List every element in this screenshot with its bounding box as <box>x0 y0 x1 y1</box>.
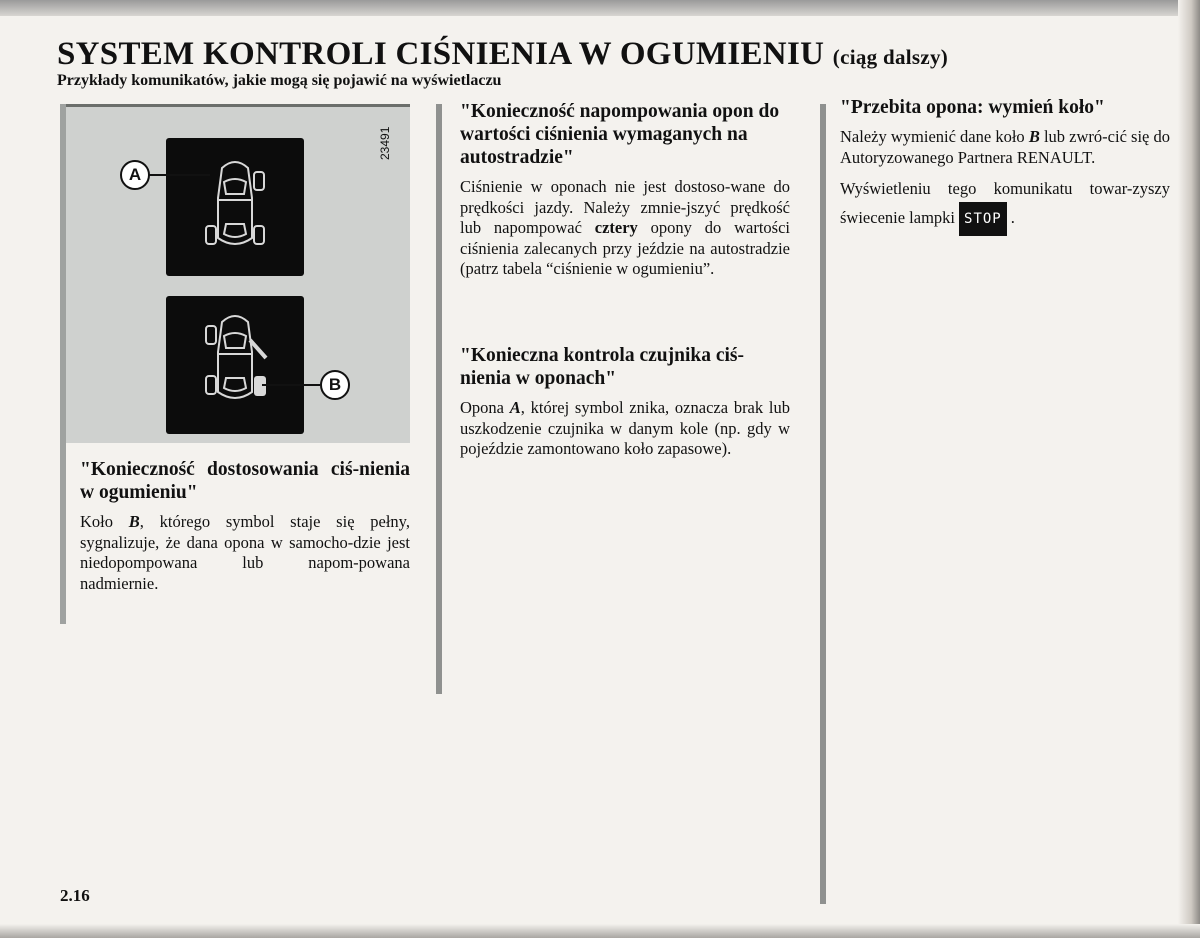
body-text: lub zwró-cić się do Autoryzowanego Partnera RENAULT. <box>840 127 1170 167</box>
section-puncture <box>840 96 1170 236</box>
body-text: . <box>1010 207 1015 227</box>
page-title-suffix: (ciąg dalszy) <box>832 45 949 69</box>
section-heading: "Konieczna kontrola czujnika ciś-nienia w oponach" <box>460 345 745 389</box>
emphasis-text: cztery <box>594 218 638 237</box>
section-body <box>460 177 790 280</box>
section-heading: "Konieczność napompowania opon do wartości ciśnienia wymaganych na autostradzie" <box>460 101 780 168</box>
column-rule-middle <box>436 104 442 694</box>
section-heading: "Konieczność dostosowania ciś-nienia w ogumieniu" <box>80 459 410 503</box>
car-tyre-underinflated-icon <box>166 296 304 434</box>
body-text: opony do wartości ciśnienia zalecanych przy jeździe na autostradzie (patrz tabela “ciśnienie w ogumieniu”. <box>460 218 790 278</box>
section-body-2 <box>840 176 1170 236</box>
stop-warning-lamp-icon: STOP <box>959 202 1007 236</box>
scan-right-edge <box>1178 0 1200 938</box>
page-number: 2.16 <box>60 886 90 905</box>
section-heading: "Przebita opona: wymień koło" <box>840 97 1105 118</box>
body-text: Wyświetleniu tego komunikatu towar-zyszy świecenie lampki <box>840 179 1170 227</box>
callout-b-leader <box>262 384 320 386</box>
wheel-letter: B <box>1028 127 1040 146</box>
section-motorway-pressure <box>460 100 790 280</box>
column-rule-left <box>60 104 66 624</box>
callout-a-leader <box>148 174 210 176</box>
body-text: Ciśnienie w oponach nie jest dostoso-wane do prędkości jazdy. Należy zmnie-jszyć prędkość lub napompować <box>460 177 790 237</box>
body-text: Należy wymienić dane koło <box>840 127 1029 146</box>
section-body <box>460 398 790 460</box>
figure-reference-number: 23491 <box>378 126 392 160</box>
page-title <box>57 36 948 73</box>
wheel-letter: A <box>509 398 521 417</box>
body-text: Koło <box>80 512 129 531</box>
callout-a: A <box>120 160 150 190</box>
display-screen-b <box>166 296 304 434</box>
scan-top-edge <box>0 0 1200 16</box>
column-rule-right <box>820 104 826 904</box>
body-text: , którego symbol staje się pełny, sygnalizuje, że dana opona w samocho-dzie jest niedopompowana lub napom-powana nadmiernie. <box>80 512 410 593</box>
page-subtitle: Przykłady komunikatów, jakie mogą się pojawić na wyświetlaczu <box>57 72 502 89</box>
car-tyre-sensor-missing-icon <box>166 138 304 276</box>
display-screen-a <box>166 138 304 276</box>
section-body <box>80 512 410 594</box>
callout-b: B <box>320 370 350 400</box>
body-text: Opona <box>460 398 510 417</box>
section-sensor-check <box>460 344 790 460</box>
body-text: , której symbol znika, oznacza brak lub uszkodzenie czujnika w danym kole (np. gdy w pojeździe zamontowano koło zapasowe). <box>460 398 790 458</box>
section-body <box>840 127 1170 168</box>
scan-bottom-edge <box>0 924 1200 938</box>
wheel-letter: B <box>128 512 140 531</box>
section-adjust-pressure <box>80 458 410 594</box>
page-title-main: SYSTEM KONTROLI CIŚNIENIA W OGUMIENIU <box>57 36 825 72</box>
